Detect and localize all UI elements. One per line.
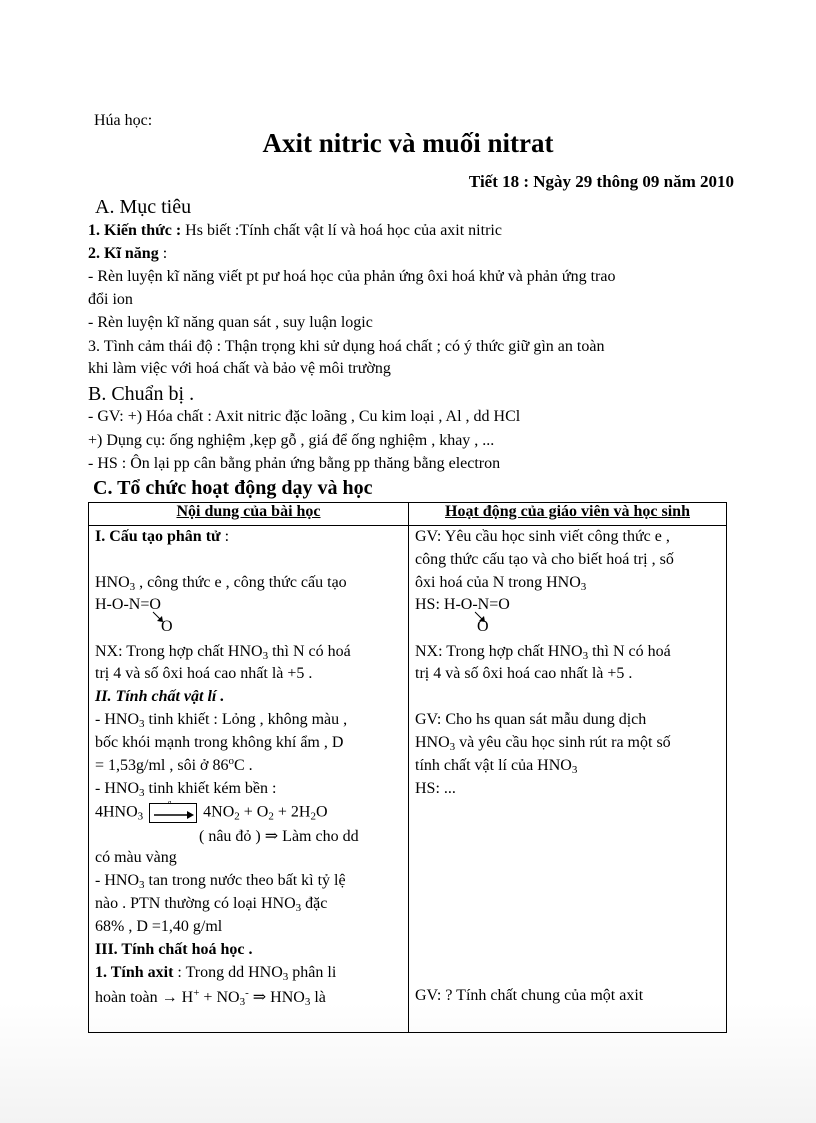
left-line: 68% , D =1,40 g/ml [95,918,223,935]
lesson-dateline: Tiết 18 : Ngày 29 thông 09 năm 2010 [468,172,734,191]
left-line [95,895,327,913]
subscript: 3 [139,879,145,891]
skill-1-b: đổi ion [88,291,133,308]
left-line [95,643,351,661]
left-line [95,987,326,1007]
subscript: 3 [449,741,456,753]
text: + 2H [273,803,311,821]
structure-formula: H-O-N=O [95,596,161,613]
text: ôxi hoá của N trong HNO [415,574,581,591]
subscript: 3 [139,787,145,799]
text: 4HNO [95,803,138,821]
superscript: + [193,987,200,999]
arrow-condition-label: ᵅ [168,798,172,810]
section-c-heading: C. Tổ chức hoạt động dạy và học [93,477,373,499]
text: C . [234,757,253,774]
subscript: 3 [139,718,145,730]
prep-line-2: +) Dụng cụ: ống nghiệm ,kẹp gỗ , giá để ống nghiệm , khay , ... [88,432,495,449]
knowledge-label: 1. Kiến thức : [88,222,182,239]
left-line [95,872,346,890]
left-line [95,757,253,775]
right-line: trị 4 và số ôxi hoá cao nhất là +5 . [415,665,633,682]
subject-label: Húa học: [94,112,153,129]
text: NX: Trong hợp chất HNO [415,643,583,660]
text: NX: Trong hợp chất HNO [95,643,263,660]
right-line [415,574,586,592]
right-line: GV: Cho hs quan sát mẫu dung dịch [415,711,647,728]
right-line: GV: ? Tính chất chung của một axit [415,987,644,1004]
section-b-heading: B. Chuẩn bị . [88,383,195,405]
subscript: 3 [262,650,269,662]
left-line: bốc khói mạnh trong không khí ẩm , D [95,734,344,751]
subscript: 2 [268,810,274,823]
knowledge-text: Hs biết :Tính chất vật lí và hoá học của axit nitric [181,222,502,239]
decomposition-equation [95,798,328,823]
skills-colon: : [158,245,168,262]
left-line [95,711,347,729]
text: phân li [288,964,337,981]
subscript: 3 [304,996,311,1008]
structure-oxygen: O [477,618,489,635]
text: tinh khiết kém bền : [144,780,277,797]
structure-oxygen: O [161,618,173,635]
skill-1-a: - Rèn luyện kĩ năng viết pt pư hoá học của phản ứng ôxi hoá khử và phản ứng trao [88,268,616,285]
left-line [95,574,347,592]
superscript: - [245,987,249,999]
subscript: 3 [137,810,144,823]
subscript: 3 [571,764,578,776]
text: + O [239,803,269,821]
text: II. Tính chất vật lí . [95,688,225,705]
text: tan trong nước theo bất kì tỷ lệ [144,872,346,889]
table-body-row [89,526,727,1033]
col-header-content: Nội dung của bài học [89,503,409,526]
subscript: 3 [282,971,289,983]
text: nào . PTN thường có loại HNO [95,895,296,912]
right-line [415,734,671,752]
subscript: 3 [239,996,246,1008]
subscript: 2 [310,810,316,823]
skill-2: - Rèn luyện kĩ năng quan sát , suy luận logic [88,314,373,331]
content-cell [89,526,409,1033]
right-line: công thức cấu tạo và cho biết hoá trị , số [415,551,674,568]
col-header-activity: Hoạt động của giáo viên và học sinh [409,503,727,526]
text: và yêu cầu học sinh rút ra một số [455,734,671,751]
knowledge-line [88,222,502,240]
prep-line-3: - HS : Ôn lại pp cân bằng phản ứng bằng pp thăng bằng electron [88,455,501,472]
page-title: Axit nitric và muối nitrat [262,128,554,158]
colon: : [220,528,230,545]
text: , công thức e , công thức cấu tạo [135,574,347,591]
reaction-arrow-box [149,798,197,823]
section-iii-heading [95,941,253,959]
text: là [310,989,326,1006]
left-line [95,780,276,798]
text: 4NO [199,803,235,821]
attitude-b: khi làm việc với hoá chất và bảo vệ môi trường [88,360,391,377]
left-line: trị 4 và số ôxi hoá cao nhất là +5 . [95,665,313,682]
text: = 1,53g/ml , sôi ở 86 [95,757,229,774]
attitude-a: 3. Tình cảm thái độ : Thận trọng khi sử dụng hoá chất ; có ý thức giữ gìn an toàn [88,338,605,355]
text: + NO [199,989,240,1006]
reaction-arrow-icon [150,804,196,822]
text: đặc [301,895,328,912]
acid-label: 1. Tính axit [95,964,174,981]
text: - HNO [95,780,139,797]
subscript: 3 [129,581,136,593]
text: HNO [95,574,130,591]
equation-note: ( nâu đỏ ) ⇒ Làm cho dd [199,828,359,845]
text: : Trong dd HNO [173,964,283,981]
left-line [95,964,336,982]
table-header-row [89,503,727,526]
text: III. Tính chất hoá học . [95,941,253,958]
right-line [415,757,577,775]
section-ii-heading [95,688,224,706]
subscript: 3 [580,581,587,593]
text: ⇒ HNO [248,989,305,1006]
section-a-heading: A. Mục tiêu [95,196,192,218]
section-i-heading: I. Cấu tạo phân tử [95,528,221,545]
text: thì N có hoá [588,643,671,660]
left-line [95,528,229,546]
subscript: 3 [582,650,589,662]
text: tinh khiết : Lỏng , không màu , [144,711,348,728]
subscript: 2 [234,810,240,823]
right-line: HS: ... [415,780,456,797]
lesson-table [88,502,727,1033]
text: thì N có hoá [268,643,351,660]
skills-line [88,245,167,263]
text: - HNO [95,872,139,889]
prep-line-1: - GV: +) Hóa chất : Axit nitric đặc loãng , Cu kim loại , Al , dd HCl [88,408,521,425]
right-line: GV: Yêu cầu học sinh viết công thức e , [415,528,670,545]
superscript: o [228,755,234,767]
right-line: HS: H-O-N=O [415,596,510,613]
subscript: 3 [295,902,302,914]
text: HNO [415,734,450,751]
skills-label: 2. Kĩ năng [88,245,159,262]
activity-cell [409,526,727,1033]
right-line [415,643,671,661]
text: tính chất vật lí của HNO [415,757,572,774]
text: O [315,803,328,821]
text: - HNO [95,711,139,728]
text: hoàn toàn → H [95,989,194,1006]
left-line: có màu vàng [95,849,177,866]
